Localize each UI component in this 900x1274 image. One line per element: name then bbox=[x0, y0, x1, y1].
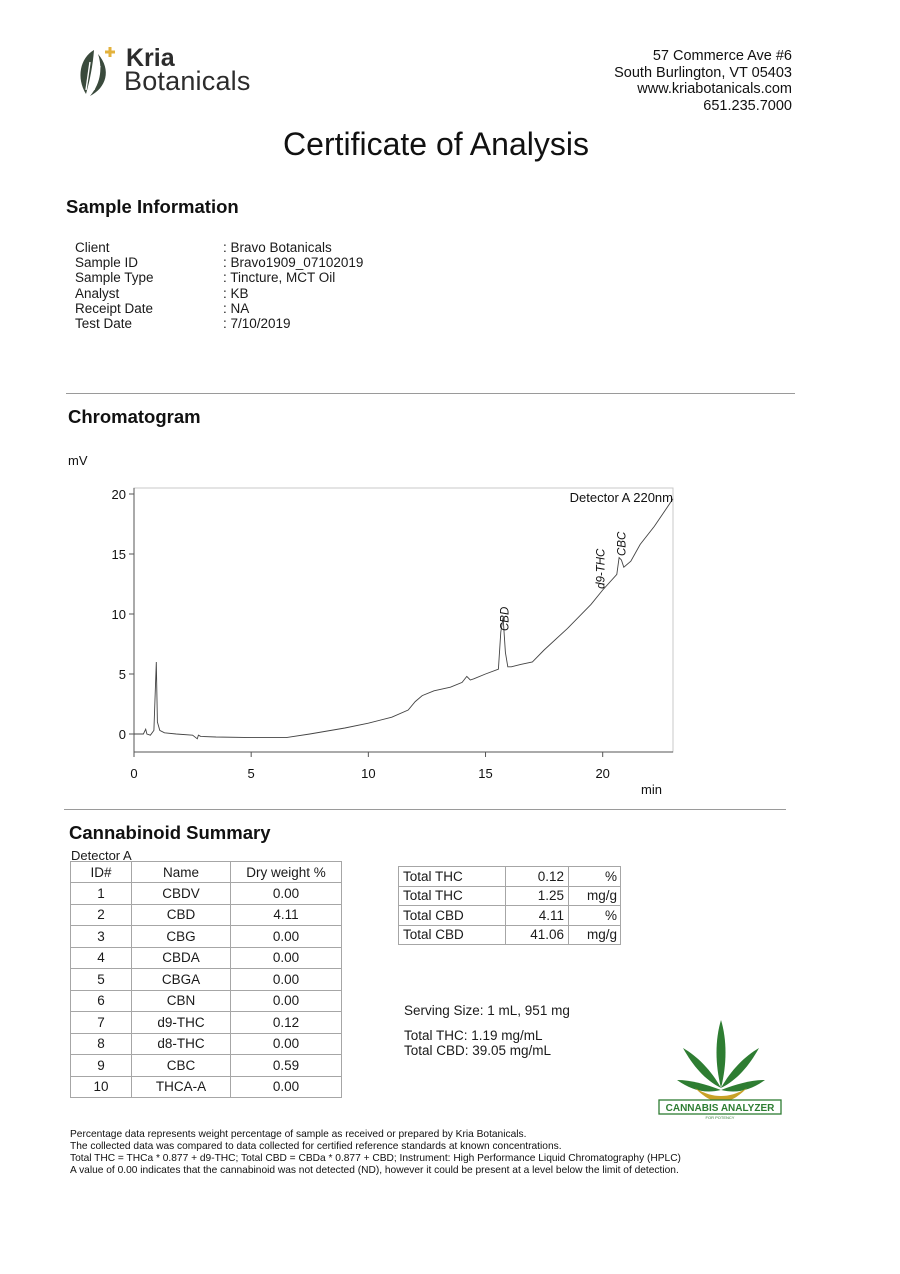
sample-row-client bbox=[75, 240, 363, 255]
detector-a-label: Detector A bbox=[71, 848, 132, 863]
sample-value: : NA bbox=[223, 300, 250, 316]
total-label-cell: Total THC bbox=[399, 867, 506, 887]
dry-weight-cell: 0.00 bbox=[231, 926, 342, 948]
sample-row-receipt-date bbox=[75, 301, 363, 316]
dry-weight-cell: 0.00 bbox=[231, 947, 342, 969]
y-axis-unit: mV bbox=[68, 453, 88, 468]
sample-info-heading: Sample Information bbox=[66, 196, 239, 217]
table-row bbox=[71, 947, 342, 969]
series-line bbox=[134, 499, 673, 739]
sample-key: Test Date bbox=[75, 316, 133, 332]
x-tick-label: 0 bbox=[130, 766, 138, 781]
dry-weight-cell: 0.00 bbox=[231, 990, 342, 1012]
id-cell: 8 bbox=[71, 1033, 132, 1055]
cannabis-analyzer-logo bbox=[655, 1018, 785, 1120]
brand-name-line1: Kria bbox=[126, 44, 175, 72]
footnotes bbox=[70, 1129, 681, 1177]
peak-label: d9-THC bbox=[595, 548, 608, 589]
id-cell: 5 bbox=[71, 969, 132, 991]
table-row bbox=[71, 904, 342, 926]
company-logo bbox=[76, 44, 276, 100]
table-row bbox=[71, 969, 342, 991]
leaf-logo-icon bbox=[76, 44, 124, 100]
sample-value: : KB bbox=[223, 285, 249, 301]
peak-label: CBC bbox=[616, 531, 629, 556]
sample-value: : 7/10/2019 bbox=[223, 316, 291, 332]
dry-weight-cell: 0.00 bbox=[231, 969, 342, 991]
name-cell: d9-THC bbox=[132, 1012, 231, 1034]
total-value-cell: 41.06 bbox=[506, 925, 569, 945]
cannabinoid-table bbox=[70, 861, 342, 1098]
id-cell: 2 bbox=[71, 904, 132, 926]
name-cell: CBDV bbox=[132, 883, 231, 905]
name-cell: d8-THC bbox=[132, 1033, 231, 1055]
name-cell: CBG bbox=[132, 926, 231, 948]
y-tick-label: 20 bbox=[111, 487, 126, 502]
brand-name-line2: Botanicals bbox=[124, 66, 251, 96]
address-city: South Burlington, VT 05403 bbox=[614, 64, 792, 81]
total-label-cell: Total CBD bbox=[399, 906, 506, 926]
table-row bbox=[71, 926, 342, 948]
id-cell: 9 bbox=[71, 1055, 132, 1077]
table-row bbox=[71, 1033, 342, 1055]
sample-value: : Tincture, MCT Oil bbox=[223, 270, 336, 286]
sample-value: : Bravo Botanicals bbox=[223, 240, 332, 255]
footnote: The collected data was compared to data collected for certified reference standards at known concentrations. bbox=[70, 1141, 562, 1152]
address-street: 57 Commerce Ave #6 bbox=[652, 48, 792, 64]
x-tick-label: 20 bbox=[595, 766, 610, 781]
id-cell: 7 bbox=[71, 1012, 132, 1034]
name-cell: CBGA bbox=[132, 969, 231, 991]
column-header: Dry weight % bbox=[231, 862, 342, 883]
table-row bbox=[71, 883, 342, 905]
footnote: Total THC = THCa * 0.877 + d9-THC; Total CBD = CBDa * 0.877 + CBD; Instrument: High Performance Liquid Chromatography (HPLC) bbox=[70, 1153, 681, 1164]
x-tick-label: 10 bbox=[361, 766, 376, 781]
name-cell: CBN bbox=[132, 990, 231, 1012]
total-value-cell: 1.25 bbox=[506, 886, 569, 906]
totals-row bbox=[399, 867, 621, 887]
sample-key: Sample Type bbox=[75, 270, 154, 286]
table-row bbox=[71, 1076, 342, 1098]
serving-size: Serving Size: 1 mL, 951 mg bbox=[404, 1003, 570, 1018]
id-cell: 4 bbox=[71, 947, 132, 969]
sample-key: Analyst bbox=[75, 285, 120, 301]
sample-row-type bbox=[75, 270, 363, 285]
total-value-cell: 4.11 bbox=[506, 906, 569, 926]
id-cell: 3 bbox=[71, 926, 132, 948]
y-tick-label: 5 bbox=[118, 667, 126, 682]
address-phone: 651.235.7000 bbox=[703, 97, 792, 114]
dry-weight-cell: 0.12 bbox=[231, 1012, 342, 1034]
totals-row bbox=[399, 886, 621, 906]
y-tick-label: 10 bbox=[111, 607, 126, 622]
table-row bbox=[71, 1012, 342, 1034]
name-cell: CBDA bbox=[132, 947, 231, 969]
total-label-cell: Total CBD bbox=[399, 925, 506, 945]
sample-info-list bbox=[75, 240, 363, 331]
sample-row-test-date bbox=[75, 316, 363, 331]
detector-label: Detector A 220nm bbox=[569, 490, 673, 505]
id-cell: 1 bbox=[71, 883, 132, 905]
address-website: www.kriabotanicals.com bbox=[637, 81, 792, 97]
total-unit-cell: % bbox=[569, 867, 621, 887]
company-address bbox=[614, 48, 792, 114]
page-title: Certificate of Analysis bbox=[283, 126, 589, 162]
x-axis-unit: min bbox=[641, 782, 662, 797]
divider bbox=[66, 393, 795, 394]
id-cell: 10 bbox=[71, 1076, 132, 1098]
name-cell: CBC bbox=[132, 1055, 231, 1077]
cannabis-leaf-icon bbox=[677, 1020, 765, 1102]
x-tick-label: 5 bbox=[247, 766, 255, 781]
total-unit-cell: mg/g bbox=[569, 886, 621, 906]
table-row bbox=[71, 990, 342, 1012]
totals-row bbox=[399, 906, 621, 926]
serving-total-cbd: Total CBD: 39.05 mg/mL bbox=[404, 1043, 552, 1058]
total-unit-cell: mg/g bbox=[569, 925, 621, 945]
footnote: A value of 0.00 indicates that the cannabinoid was not detected (ND), however it could be present at a level below the limit of detection. bbox=[70, 1165, 679, 1176]
chromatogram-chart bbox=[60, 450, 700, 802]
column-header: ID# bbox=[71, 862, 132, 883]
totals-row bbox=[399, 925, 621, 945]
chromatogram-heading: Chromatogram bbox=[68, 406, 201, 427]
table-header-row bbox=[71, 862, 342, 883]
y-tick-label: 0 bbox=[118, 727, 126, 742]
sample-key: Receipt Date bbox=[75, 300, 154, 316]
badge-text: CANNABIS ANALYZER bbox=[665, 1103, 775, 1114]
column-header: Name bbox=[132, 862, 231, 883]
serving-info bbox=[404, 1003, 570, 1059]
x-tick-label: 15 bbox=[478, 766, 493, 781]
dry-weight-cell: 4.11 bbox=[231, 904, 342, 926]
summary-heading: Cannabinoid Summary bbox=[69, 822, 271, 843]
table-row bbox=[71, 1055, 342, 1077]
total-unit-cell: % bbox=[569, 906, 621, 926]
sample-value: : Bravo1909_07102019 bbox=[223, 255, 364, 271]
y-tick-label: 15 bbox=[111, 547, 126, 562]
sample-key: Client bbox=[75, 240, 110, 255]
sample-key: Sample ID bbox=[75, 255, 139, 271]
name-cell: THCA-A bbox=[132, 1076, 231, 1098]
total-value-cell: 0.12 bbox=[506, 867, 569, 887]
dry-weight-cell: 0.00 bbox=[231, 1033, 342, 1055]
sample-row-id bbox=[75, 255, 363, 270]
divider bbox=[64, 809, 786, 810]
id-cell: 6 bbox=[71, 990, 132, 1012]
dry-weight-cell: 0.00 bbox=[231, 883, 342, 905]
sample-row-analyst bbox=[75, 286, 363, 301]
totals-table bbox=[398, 866, 621, 945]
peak-label: CBD bbox=[499, 606, 512, 631]
dry-weight-cell: 0.00 bbox=[231, 1076, 342, 1098]
badge-subtext: FOR POTENCY bbox=[705, 1115, 735, 1120]
total-label-cell: Total THC bbox=[399, 886, 506, 906]
serving-total-thc: Total THC: 1.19 mg/mL bbox=[404, 1027, 543, 1043]
footnote: Percentage data represents weight percentage of sample as received or prepared by Kria Botanicals. bbox=[70, 1129, 527, 1140]
dry-weight-cell: 0.59 bbox=[231, 1055, 342, 1077]
name-cell: CBD bbox=[132, 904, 231, 926]
